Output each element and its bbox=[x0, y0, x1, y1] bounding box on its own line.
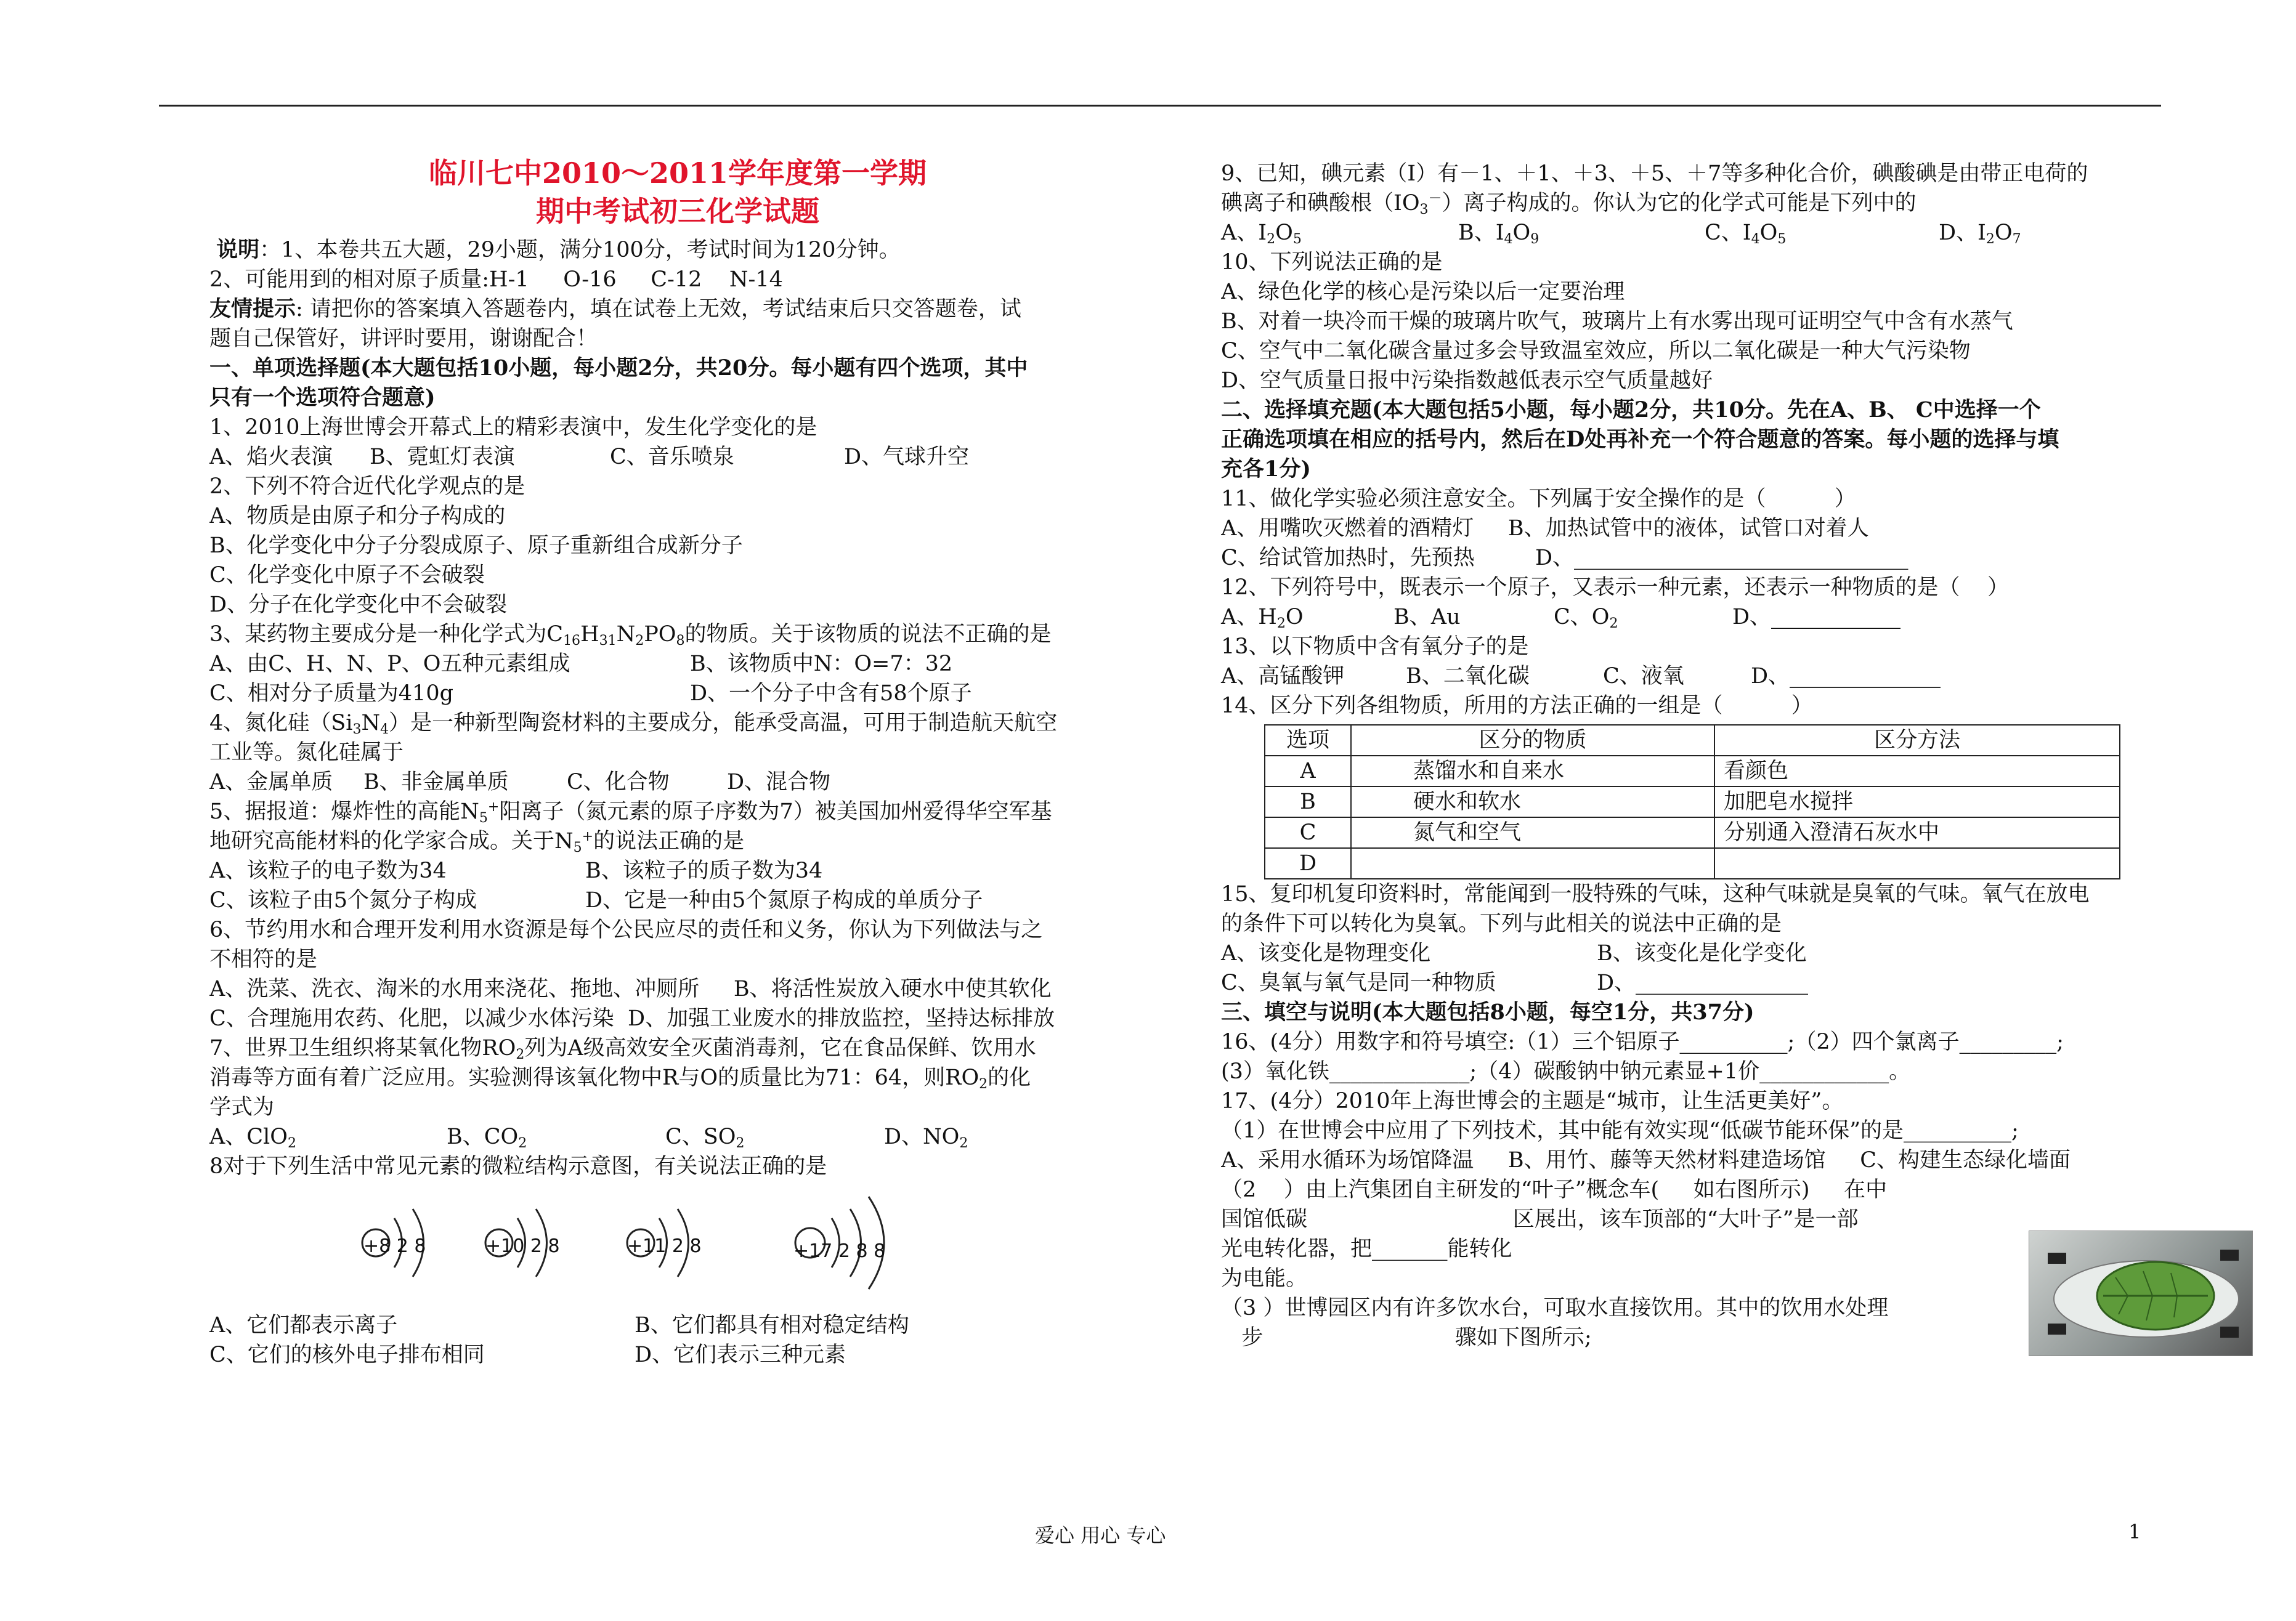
q17-line8: （3 ）世博园区内有许多饮水台，可取水直接饮用。其中的饮用水处理 bbox=[1221, 1296, 1889, 1320]
q7-stem-text2: 消毒等方面有着广泛应用。实验测得该氧化物中R与O的质量比为71：64，则RO bbox=[209, 1065, 980, 1090]
q3-formula-part: N bbox=[616, 622, 636, 647]
q7-formula-sub: 2 bbox=[516, 1047, 525, 1062]
q12-option-c-text: C、O bbox=[1554, 605, 1610, 629]
q9-formula-sub: 3 bbox=[1419, 202, 1429, 217]
exam-title-line1: 临川七中2010～2011学年度第一学期 bbox=[428, 156, 927, 190]
q5-formula-sup: + bbox=[582, 829, 594, 844]
q4-option-b: B、非金属单质 bbox=[363, 770, 509, 794]
q3-option-a: A、由C、H、N、P、O五种元素组成 bbox=[209, 652, 570, 676]
q9-part: O bbox=[1994, 220, 2013, 245]
exam-title-line2: 期中考试初三化学试题 bbox=[536, 195, 819, 228]
page-footer: 爱心 用心 专心 bbox=[1035, 1524, 1166, 1547]
q2-stem: 2、下列不符合近代化学观点的是 bbox=[209, 474, 525, 499]
q11-options-cd bbox=[1221, 543, 2164, 573]
q9-stem-cont bbox=[1221, 188, 2164, 218]
q9-option-c bbox=[1705, 218, 1939, 248]
q7-option-d-text: D、NO bbox=[884, 1125, 960, 1149]
atom-label-2: +10 2 8 bbox=[485, 1235, 560, 1257]
q9-sub: 5 bbox=[1777, 232, 1787, 247]
q9-option-a-text: A、I bbox=[1221, 220, 1267, 245]
q12-option-d: D、____________ bbox=[1732, 605, 1901, 629]
atomic-structure-diagrams bbox=[209, 1187, 1146, 1304]
table-cell: A bbox=[1265, 756, 1351, 786]
q3-formula-sub: 2 bbox=[635, 633, 644, 649]
q9-option-a bbox=[1221, 218, 1458, 248]
section2-heading-cont2: 充各1分) bbox=[1221, 456, 1311, 482]
q13-option-a: A、高锰酸钾 bbox=[1221, 664, 1345, 689]
atom-label-3: +11 2 8 bbox=[627, 1235, 702, 1257]
q14-table bbox=[1264, 724, 2120, 879]
q14-stem: 14、区分下列各组物质，所用的方法正确的一组是（ ） bbox=[1221, 693, 1813, 718]
instructions-line1 bbox=[209, 235, 1146, 265]
q2-option-b: B、化学变化中分子分裂成原子、原子重新组合成新分子 bbox=[209, 533, 743, 558]
q11-options-ab: A、用嘴吹灭燃着的酒精灯 B、加热试管中的液体，试管口对着人 bbox=[1221, 516, 1869, 541]
table-cell: 硬水和软水 bbox=[1351, 786, 1714, 817]
q5-stem-text2: 地研究高能材料的化学家合成。关于N bbox=[209, 829, 574, 854]
table-header-row bbox=[1265, 725, 2120, 756]
q1-option-a: A、焰火表演 bbox=[209, 445, 333, 469]
q3-formula-part: PO bbox=[644, 622, 676, 647]
table-header-cell: 区分的物质 bbox=[1351, 725, 1714, 756]
q7-formula-sub: 2 bbox=[979, 1077, 988, 1092]
q15-options-row1 bbox=[1221, 939, 2164, 968]
table-cell: 看颜色 bbox=[1714, 756, 2120, 786]
q1-option-d: D、气球升空 bbox=[844, 445, 970, 469]
q5-stem bbox=[209, 797, 1146, 827]
table-cell bbox=[1351, 848, 1714, 879]
q13-stem: 13、以下物质中含有氧分子的是 bbox=[1221, 634, 1529, 659]
table-cell: 蒸馏水和自来水 bbox=[1351, 756, 1714, 786]
tip-line1 bbox=[209, 294, 1146, 324]
q6-options-cd: C、合理施用农药、化肥，以减少水体污染 D、加强工业废水的排放监控，坚持达标排放 bbox=[209, 1006, 1055, 1031]
q12-option-a-text: A、H bbox=[1221, 605, 1277, 629]
q4-stem bbox=[209, 708, 1146, 738]
q10-option-c: C、空气中二氧化碳含量过多会导致温室效应，所以二氧化碳是一种大气污染物 bbox=[1221, 339, 1971, 363]
q7-option-b-text: B、CO bbox=[447, 1125, 519, 1149]
section1-heading-cont: 只有一个选项符合题意) bbox=[209, 385, 436, 410]
tip-line2: 题自己保管好，讲评时要用，谢谢配合！ bbox=[209, 326, 598, 351]
q5-stem-text: 5、据报道：爆炸性的高能N bbox=[209, 799, 479, 824]
q9-part: O bbox=[1275, 220, 1293, 245]
q15-stem-cont: 的条件下可以转化为臭氧。下列与此相关的说法中正确的是 bbox=[1221, 912, 1782, 936]
q3-options-row1 bbox=[209, 649, 1146, 679]
q16-line2: (3）氧化铁_____________;（4）碳酸钠中钠元素显+1价____________。 bbox=[1221, 1059, 1911, 1084]
section1-heading: 一、单项选择题(本大题包括10小题，每小题2分，共20分。每小题有四个选项，其中 bbox=[209, 355, 1028, 381]
q5-options-row1 bbox=[209, 856, 1146, 886]
q6-options-ab: A、洗菜、洗衣、淘米的水用来浇花、拖地、冲厕所 B、将活性炭放入硬水中使其软化 bbox=[209, 977, 1052, 1001]
q4-stem-text-end: ）是一种新型陶瓷材料的主要成分，能承受高温，可用于制造航天航空 bbox=[389, 711, 1058, 735]
q11-option-c: C、给试管加热时，先预热 bbox=[1221, 546, 1475, 570]
q1-option-c: C、音乐喷泉 bbox=[610, 445, 734, 469]
q7-option-c-sub: 2 bbox=[736, 1136, 745, 1151]
leaf-car-icon bbox=[2029, 1231, 2252, 1356]
table-cell: B bbox=[1265, 786, 1351, 817]
left-column bbox=[209, 154, 1146, 1370]
q17-line2: （1）在世博会中应用了下列技术，其中能有效实现“低碳节能环保”的是__________; bbox=[1221, 1118, 2019, 1143]
q6-stem-cont: 不相符的是 bbox=[209, 947, 318, 972]
q3-formula-part: H bbox=[580, 622, 599, 647]
instructions-text: ：1、本卷共五大题，29小题，满分100分，考试时间为120分钟。 bbox=[259, 238, 901, 262]
q9-sub: 2 bbox=[1986, 232, 1995, 247]
q5-stem-cont bbox=[209, 827, 1146, 856]
q3-stem-text-end: 的物质。关于该物质的说法不正确的是 bbox=[684, 622, 1052, 647]
section3-heading: 三、填空与说明(本大题包括8小题，每空1分，共37分) bbox=[1221, 1000, 1754, 1025]
q17-line1: 17、(4分）2010年上海世博会的主题是“城市，让生活更美好”。 bbox=[1221, 1089, 1844, 1114]
q7-stem-cont2: 学式为 bbox=[209, 1095, 275, 1120]
q1-option-b: B、霓虹灯表演 bbox=[370, 445, 515, 469]
q7-options bbox=[209, 1122, 1146, 1152]
section2-heading-cont: 正确选项填在相应的括号内，然后在D处再补充一个符合题意的答案。每小题的选择与填 bbox=[1221, 427, 2059, 452]
q7-stem bbox=[209, 1033, 1146, 1063]
q3-formula-sub: 8 bbox=[676, 633, 685, 649]
q12-sub: 2 bbox=[1609, 616, 1618, 631]
q17-line3: A、采用水循环为场馆降温 B、用竹、藤等天然材料建造场馆 C、构建生态绿化墙面 bbox=[1221, 1148, 2071, 1173]
q13-option-d: D、______________ bbox=[1751, 664, 1941, 689]
q9-option-d bbox=[1939, 218, 2021, 248]
q4-formula-sub: 3 bbox=[352, 722, 362, 737]
q5-option-b: B、该粒子的质子数为34 bbox=[585, 859, 823, 883]
q7-option-a-text: A、ClO bbox=[209, 1125, 288, 1149]
q3-options-row2 bbox=[209, 679, 1146, 708]
q9-option-d-text: D、I bbox=[1939, 220, 1986, 245]
instructions-label: 说明 bbox=[216, 237, 260, 262]
q5-option-d: D、它是一种由5个氮原子构成的单质分子 bbox=[585, 888, 983, 913]
q16-line1: 16、(4分）用数字和符号填空:（1）三个铝原子__________;（2）四个氯离子_________; bbox=[1221, 1030, 2064, 1054]
q8-options-row1 bbox=[209, 1311, 1146, 1340]
q3-option-d: D、一个分子中含有58个原子 bbox=[690, 681, 972, 706]
q3-stem bbox=[209, 620, 1146, 649]
q7-stem-cont bbox=[209, 1063, 1146, 1093]
q5-stem-text-end: 阳离子（氮元素的原子序数为7）被美国加州爱得华空军基 bbox=[499, 799, 1052, 824]
q15-option-b: B、该变化是化学变化 bbox=[1597, 941, 1807, 966]
right-column bbox=[1221, 159, 2164, 1352]
q5-option-c: C、该粒子由5个氮分子构成 bbox=[209, 888, 477, 913]
q8-option-d: D、它们表示三种元素 bbox=[635, 1343, 846, 1367]
q2-option-c: C、化学变化中原子不会破裂 bbox=[209, 563, 485, 588]
q9-stem: 9、已知，碘元素（I）有－1、＋1、＋3、＋5、＋7等多种化合价，碘酸碘是由带正电荷的 bbox=[1221, 161, 2088, 186]
q4-formula-sub: 4 bbox=[380, 722, 389, 737]
q5-formula-sub: 5 bbox=[573, 840, 582, 855]
q9-part: O bbox=[1759, 220, 1778, 245]
q10-option-a: A、绿色化学的核心是污染以后一定要治理 bbox=[1221, 280, 1625, 304]
q9-stem-text-end: ）离子构成的。你认为它的化学式可能是下列中的 bbox=[1442, 191, 1917, 216]
q5-option-a: A、该粒子的电子数为34 bbox=[209, 859, 447, 883]
q7-option-b-sub: 2 bbox=[518, 1136, 527, 1151]
table-cell bbox=[1714, 848, 2120, 879]
leaf-concept-car-image bbox=[2029, 1231, 2253, 1356]
q4-stem-cont: 工业等。氮化硅属于 bbox=[209, 740, 404, 765]
q9-sub: 9 bbox=[1530, 232, 1539, 247]
instructions-line2: 2、可能用到的相对原子质量:H-1 O-16 C-12 N-14 bbox=[209, 267, 783, 292]
table-cell: 加肥皂水搅拌 bbox=[1714, 786, 2120, 817]
tip-label: 友情提示 bbox=[209, 296, 296, 321]
q9-sub: 7 bbox=[2012, 232, 2021, 247]
q12-part: O bbox=[1285, 605, 1304, 629]
q17-line9: 步 骤如下图所示; bbox=[1221, 1325, 1592, 1350]
q7-option-c-text: C、SO bbox=[665, 1125, 736, 1149]
q7-option-a bbox=[209, 1122, 447, 1152]
q5-options-row2 bbox=[209, 886, 1146, 915]
atom-label-4: +17 2 8 8 bbox=[793, 1240, 886, 1262]
q7-stem-text: 7、世界卫生组织将某氧化物RO bbox=[209, 1036, 516, 1061]
q11-stem: 11、做化学实验必须注意安全。下列属于安全操作的是（ ） bbox=[1221, 487, 1856, 511]
table-row bbox=[1265, 817, 2120, 848]
q12-options bbox=[1221, 602, 2164, 632]
section2-heading: 二、选择填充题(本大题包括5小题，每小题2分，共10分。先在A、B、 C中选择一个 bbox=[1221, 397, 2041, 422]
q9-stem-text: 碘离子和碘酸根（IO bbox=[1221, 191, 1420, 216]
table-row bbox=[1265, 786, 2120, 817]
q5-formula-sup: + bbox=[487, 799, 500, 815]
q3-formula-sub: 16 bbox=[563, 633, 581, 649]
q10-stem: 10、下列说法正确的是 bbox=[1221, 250, 1443, 275]
q15-option-d: D、________________ bbox=[1597, 971, 1809, 995]
q4-option-a: A、金属单质 bbox=[209, 770, 333, 794]
q9-sub: 4 bbox=[1504, 232, 1513, 247]
q4-option-c: C、化合物 bbox=[567, 770, 670, 794]
q17-line5: 国馆低碳 区展出，该车顶部的“大叶子”是一部 bbox=[1221, 1207, 1859, 1232]
q7-option-b bbox=[447, 1122, 665, 1152]
q15-option-a: A、该变化是物理变化 bbox=[1221, 941, 1431, 966]
q11-option-d: D、_______________________________ bbox=[1535, 546, 1909, 570]
q8-option-b: B、它们都具有相对稳定结构 bbox=[635, 1313, 909, 1338]
q1-stem: 1、2010上海世博会开幕式上的精彩表演中，发生化学变化的是 bbox=[209, 415, 817, 440]
q2-option-a: A、物质是由原子和分子构成的 bbox=[209, 504, 506, 528]
q9-part: O bbox=[1512, 220, 1531, 245]
q7-option-a-sub: 2 bbox=[287, 1136, 296, 1151]
table-header-cell: 选项 bbox=[1265, 725, 1351, 756]
q3-option-c: C、相对分子质量为410g bbox=[209, 681, 453, 706]
q9-formula-sup: － bbox=[1428, 191, 1442, 206]
table-header-cell: 区分方法 bbox=[1714, 725, 2120, 756]
q4-formula-part: N bbox=[361, 711, 381, 735]
q12-stem: 12、下列符号中，既表示一个原子，又表示一种元素，还表示一种物质的是（ ） bbox=[1221, 575, 2010, 600]
q7-option-d bbox=[884, 1122, 968, 1152]
q13-options bbox=[1221, 661, 2164, 691]
q12-option-b: B、Au bbox=[1393, 605, 1461, 629]
q7-option-d-sub: 2 bbox=[959, 1136, 968, 1151]
q3-stem-text: 3、某药物主要成分是一种化学式为C bbox=[209, 622, 564, 647]
q9-options bbox=[1221, 218, 2164, 248]
q15-stem: 15、复印机复印资料时，常能闻到一股特殊的气味，这种气味就是臭氧的气味。氧气在放电 bbox=[1221, 882, 2090, 907]
page-number: 1 bbox=[2128, 1520, 2141, 1543]
atom-label-1: +8 2 8 bbox=[363, 1235, 426, 1257]
q13-option-b: B、二氧化碳 bbox=[1406, 664, 1530, 689]
q17-line7: 为电能。 bbox=[1221, 1266, 1308, 1291]
table-cell: 分别通入澄清石灰水中 bbox=[1714, 817, 2120, 848]
q7-stem-text2-end: 的化 bbox=[988, 1065, 1031, 1090]
q5-formula-sub: 5 bbox=[479, 810, 488, 826]
q1-options bbox=[209, 442, 1146, 472]
q17-line6: 光电转化器，把_______能转化 bbox=[1221, 1237, 1512, 1261]
q12-option-c bbox=[1554, 602, 1732, 632]
q9-sub: 5 bbox=[1292, 232, 1302, 247]
q17-line4: （2 ）由上汽集团自主研发的“叶子”概念车( 如右图所示) 在中 bbox=[1221, 1178, 1888, 1202]
q5-stem-text2-end: 的说法正确的是 bbox=[593, 829, 745, 854]
q10-option-b: B、对着一块冷而干燥的玻璃片吹气，玻璃片上有水雾出现可证明空气中含有水蒸气 bbox=[1221, 309, 2013, 334]
q4-option-d: D、混合物 bbox=[727, 770, 831, 794]
q3-option-b: B、该物质中N：O=7：32 bbox=[690, 652, 953, 676]
q9-option-b bbox=[1458, 218, 1705, 248]
table-cell: C bbox=[1265, 817, 1351, 848]
q7-stem-text-end: 列为A级高效安全灭菌消毒剂，它在食品保鲜、饮用水 bbox=[524, 1036, 1036, 1061]
table-row bbox=[1265, 848, 2120, 879]
q13-option-c: C、液氧 bbox=[1603, 664, 1684, 689]
header-rule bbox=[159, 105, 2161, 107]
q6-stem: 6、节约用水和合理开发利用水资源是每个公民应尽的责任和义务，你认为下列做法与之 bbox=[209, 918, 1043, 942]
q9-sub: 2 bbox=[1267, 232, 1276, 247]
q12-option-a bbox=[1221, 602, 1393, 632]
q8-stem: 8对于下列生活中常见元素的微粒结构示意图，有关说法正确的是 bbox=[209, 1154, 827, 1179]
q12-sub: 2 bbox=[1276, 616, 1286, 631]
q3-formula-sub: 31 bbox=[599, 633, 617, 649]
q9-option-c-text: C、I bbox=[1705, 220, 1751, 245]
tip-text: : 请把你的答案填入答题卷内，填在试卷上无效，考试结束后只交答题卷，试 bbox=[296, 297, 1021, 321]
q2-option-d: D、分子在化学变化中不会破裂 bbox=[209, 592, 508, 617]
q15-options-row2 bbox=[1221, 968, 2164, 998]
q8-option-a: A、它们都表示离子 bbox=[209, 1313, 398, 1338]
table-row bbox=[1265, 756, 2120, 786]
q8-option-c: C、它们的核外电子排布相同 bbox=[209, 1343, 485, 1367]
q8-options-row2 bbox=[209, 1340, 1146, 1370]
q9-option-b-text: B、I bbox=[1458, 220, 1504, 245]
q4-options bbox=[209, 767, 1146, 797]
q10-option-d: D、空气质量日报中污染指数越低表示空气质量越好 bbox=[1221, 368, 1713, 393]
q9-sub: 4 bbox=[1751, 232, 1760, 247]
table-cell: D bbox=[1265, 848, 1351, 879]
q15-option-c: C、臭氧与氧气是同一种物质 bbox=[1221, 971, 1496, 995]
q7-option-c bbox=[665, 1122, 884, 1152]
table-cell: 氮气和空气 bbox=[1351, 817, 1714, 848]
q4-stem-text: 4、氮化硅（Si bbox=[209, 711, 353, 735]
